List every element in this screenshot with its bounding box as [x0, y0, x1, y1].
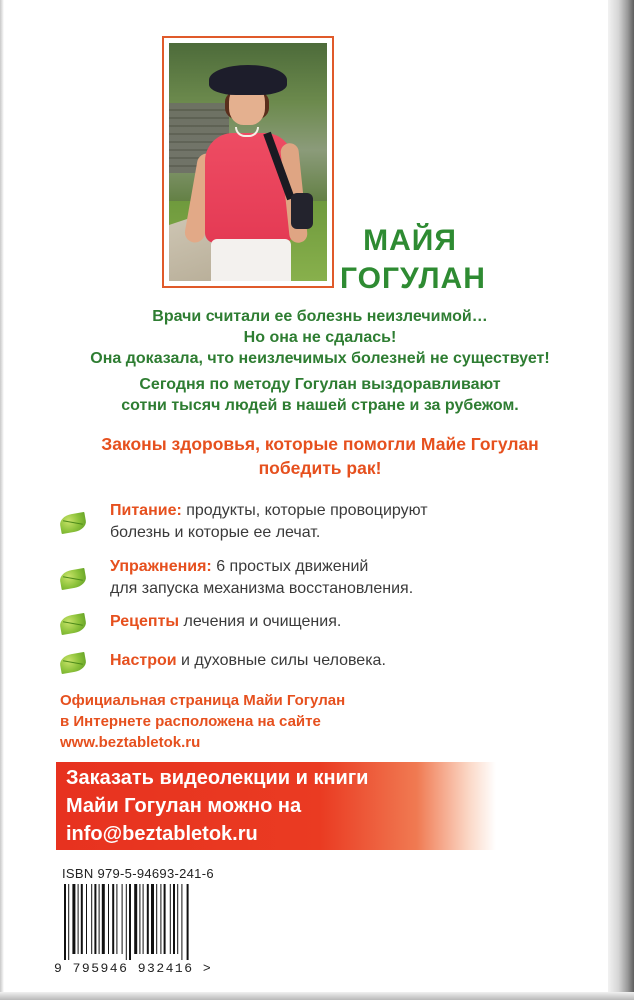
bullet-text: лечения и очищения.	[179, 613, 342, 630]
headline	[40, 432, 600, 480]
lead-line: Но она не сдалась!	[243, 329, 397, 346]
site-line: в Интернете расположена на сайте	[60, 713, 321, 730]
bullet-text: болезнь и которые ее лечат.	[110, 524, 321, 541]
book-spine-edge	[608, 0, 634, 1000]
lead-paragraph-1	[40, 306, 600, 369]
bullet-text: 6 простых движений	[211, 558, 369, 575]
bullet-item-nutrition	[60, 500, 428, 544]
bullet-item-recipes	[60, 611, 341, 633]
leaf-icon	[59, 613, 88, 635]
lead-line: сотни тысяч людей в нашей стране и за рубежом.	[121, 397, 519, 414]
author-first-name: МАЙЯ	[363, 224, 457, 257]
order-text	[66, 764, 486, 848]
lead-line: Врачи считали ее болезнь неизлечимой…	[152, 308, 488, 325]
bullet-item-attitudes	[60, 650, 386, 672]
lead-paragraph-2	[40, 374, 600, 416]
leaf-icon	[59, 652, 88, 674]
bullet-key: Питание:	[110, 502, 182, 519]
leaf-icon	[59, 568, 88, 590]
order-line: Майи Гогулан можно на	[66, 795, 302, 817]
order-email: info@beztabletok.ru	[66, 823, 258, 845]
author-photo	[169, 43, 327, 281]
isbn-label: ISBN 979-5-94693-241-6	[62, 866, 214, 881]
author-name	[340, 222, 486, 298]
barcode	[62, 884, 226, 960]
book-bottom-edge	[0, 992, 634, 1000]
official-site	[60, 690, 480, 753]
book-left-edge	[0, 0, 4, 1000]
bullet-key: Рецепты	[110, 613, 180, 630]
bullet-item-exercises	[60, 556, 413, 600]
site-line: Официальная страница Майи Гогулан	[60, 692, 346, 709]
headline-line: Законы здоровья, которые помогли Майе Гогулан	[101, 434, 539, 454]
lead-line: Сегодня по методу Гогулан выздоравливают	[139, 376, 501, 393]
bullet-text: для запуска механизма восстановления.	[110, 580, 414, 597]
author-last-name: ГОГУЛАН	[340, 262, 486, 295]
bullet-text: и духовные силы человека.	[176, 652, 386, 669]
bullet-text: продукты, которые провоцируют	[181, 502, 428, 519]
author-photo-frame	[162, 36, 334, 288]
headline-line: победить рак!	[258, 458, 382, 478]
site-url: www.beztabletok.ru	[60, 734, 201, 751]
lead-line: Она доказала, что неизлечимых болезней не существует!	[90, 350, 550, 367]
leaf-icon	[59, 512, 88, 534]
bullet-key: Упражнения:	[110, 558, 212, 575]
bullet-key: Настрои	[110, 652, 177, 669]
order-line: Заказать видеолекции и книги	[66, 767, 369, 789]
barcode-number: 9 795946 932416 >	[54, 961, 213, 976]
